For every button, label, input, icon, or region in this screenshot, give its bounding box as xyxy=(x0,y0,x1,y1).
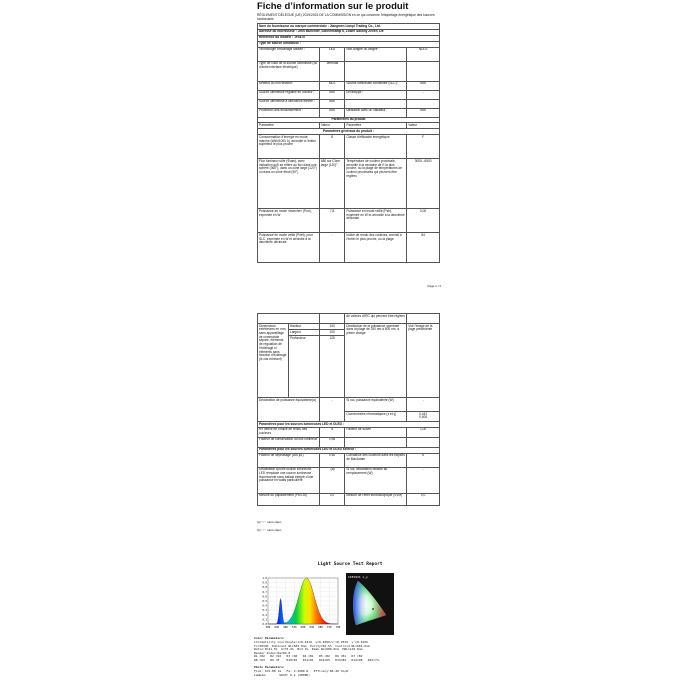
dim-depth-value: 125 xyxy=(319,336,344,398)
column-header: Valeur xyxy=(319,123,344,129)
table-row xyxy=(258,159,440,209)
cell: Si oui, puissance équivalente (W) xyxy=(345,398,407,412)
table-row xyxy=(258,427,440,437)
table-row xyxy=(258,398,440,412)
cell xyxy=(407,61,440,81)
cell: Puissance en mode veille (Pnet), pour SLC, exprimée en W et arrondie à la deuxième décimale xyxy=(258,233,320,263)
table-row xyxy=(258,108,440,117)
cell: LED xyxy=(319,47,344,61)
cell: 8 xyxy=(319,427,344,437)
cell xyxy=(407,412,440,422)
x-tick-labels xyxy=(266,625,341,629)
cell: 0,96 xyxy=(319,437,344,447)
cell: R9 valeur de l'indice de rendu des couleurs xyxy=(258,427,320,437)
y-tick-label: 0.8 xyxy=(262,586,267,590)
product-info-table xyxy=(257,23,440,263)
y-tick-label: 0.2 xyxy=(262,613,267,617)
cell: 0,60 xyxy=(319,453,344,467)
dimensions-label: Dimensions extérieures en mm, sans appareillage de commande séparé, éléments de régulation de l'éclairage ni éléments sans fonction d'éclairage (le cas échéant) xyxy=(258,324,289,398)
cell: 3000...6500 xyxy=(407,159,440,209)
x-tick-label: 480 xyxy=(283,626,288,629)
section-mains-params: Paramètres pour les sources lumineuses LED et OLED secteur : xyxy=(258,447,440,453)
cell: Terminal xyxy=(319,61,344,81)
cell: F xyxy=(407,135,440,159)
spectral-value: Voir l'image de la page précédente xyxy=(407,324,440,398)
cell: Technologie d'éclairage utilisée : xyxy=(258,47,320,61)
cell: Consommation d'énergie en mode marche (kWh/1000 h), arrondie à l'entier supérieur le plus proche xyxy=(258,135,320,159)
cell: - xyxy=(319,398,344,422)
dim-depth-label: Profondeur xyxy=(288,336,319,398)
x-tick-label: 630 xyxy=(309,626,315,629)
cell: Puissance en mode veille (Psb), exprimée en W et arrondie à la deuxième décimale xyxy=(345,209,407,233)
color-line: Tc=3033K Dominant WL=583.0nm Purity=56.5% Centroid WL=601.0nm xyxy=(254,643,370,648)
y-tick-label: 0.0 xyxy=(262,623,267,626)
cell: Utilisation avec un variateur : xyxy=(345,108,407,117)
column-header: Paramètre xyxy=(258,123,320,129)
table-row xyxy=(258,61,440,81)
table-row xyxy=(258,314,440,324)
supplier-address-value: Jens Muechler, Sonnenkamp 6, Lower Saxony Zeven, DE xyxy=(297,29,384,34)
cell xyxy=(319,314,344,324)
table-row xyxy=(258,209,440,233)
page-number: Page 1 / 2 xyxy=(427,284,441,288)
model-ref-label: Référence du modèle : xyxy=(259,35,294,40)
cell: Puissance en mode «marche» (Pon), exprimée en W xyxy=(258,209,320,233)
y-tick-labels xyxy=(262,576,267,626)
photo-line: Lambda: SDCM: 6.1 (4000K) xyxy=(254,672,310,677)
cell: Non xyxy=(319,108,344,117)
cell xyxy=(407,437,440,447)
column-header: Paramètre xyxy=(345,123,407,129)
cell: 84 xyxy=(407,233,440,263)
product-params-table-cont xyxy=(257,313,440,506)
table-row xyxy=(258,467,440,493)
cell xyxy=(345,61,407,81)
cell xyxy=(345,99,407,108)
table-row xyxy=(258,135,440,159)
cell xyxy=(345,437,407,447)
cell: Source lumineuse réglable en couleur : xyxy=(258,90,320,99)
cell: Flux lumineux utile (Φuse), avec indication qu'il se réfère au flux dans une sphère (360°), dans un cône large (120°) ou dans un cône étroit (90°) xyxy=(258,159,320,209)
cell: Si oui, déclaration relative au remplacement (W) xyxy=(345,467,407,493)
x-tick-label: 530 xyxy=(291,626,297,629)
report-title: Light Source Test Report xyxy=(317,562,383,567)
cell: 0,0 xyxy=(407,493,440,505)
cell: Température de couleur proximale, arrondie à la centaine de K la plus proche, ou la plage de températures de couleur proximales qui peuvent être réglées xyxy=(345,159,407,209)
y-tick-label: 0.9 xyxy=(262,581,267,585)
cell: Non xyxy=(319,99,344,108)
cell: Enveloppe : xyxy=(345,90,407,99)
cell: - xyxy=(407,90,440,99)
model-ref-value: JF5470 xyxy=(294,35,305,40)
photo-params-heading: Photo Parameters: xyxy=(254,665,285,669)
table-row xyxy=(258,493,440,505)
y-tick-label: 0.1 xyxy=(262,618,267,622)
photo-line: Flux: 676.88 lm Fe: 2.2980 W Efficacy:86.40 lm/W xyxy=(254,669,348,673)
cell: Indice de rendu des couleurs, arrondi à l'entier le plus proche, ou la plage xyxy=(345,233,407,263)
table-row xyxy=(258,233,440,263)
page-title: Fiche d’information sur le produit xyxy=(257,1,409,12)
footnote-b: (b) "-" : sans objet; xyxy=(257,528,282,532)
chroma-y: 0,406 xyxy=(419,415,428,420)
color-line: R8 =63 R9 =8 R10=81 R11=81 R12=65 R13=82 R14=98 R15=74 xyxy=(254,658,379,662)
cell xyxy=(407,314,440,324)
y-tick-label: 1.0 xyxy=(262,577,267,580)
cell: Secteur ou non secteur: xyxy=(258,81,320,90)
cell: 680 sur Cône large (120)° xyxy=(319,159,344,209)
table-row xyxy=(258,324,440,330)
cell: - xyxy=(407,467,440,493)
cell: Protection anti-éblouissement : xyxy=(258,108,320,117)
x-tick-label: 680 xyxy=(318,626,323,629)
cell: Facteur de conservation du flux lumineux xyxy=(258,437,320,447)
cell: Non xyxy=(319,90,344,99)
footnote-a: (a) "-" : sans objet; xyxy=(257,520,282,524)
y-tick-label: 0.3 xyxy=(262,609,267,613)
cell: - xyxy=(407,398,440,412)
table-row xyxy=(258,81,440,90)
color-line: Ratio:R=21.5% G=75.4% B=3.1% Peak WL=600.0nm HWL=116.0nm xyxy=(254,647,363,652)
cell: MLS xyxy=(319,81,344,90)
dim-width-label: Largeur xyxy=(288,330,319,336)
cell: 1,00 xyxy=(407,427,440,437)
cell: Coordonnées chromatiques (x et y) xyxy=(345,412,407,422)
cell: Classe d'efficacité énergétique xyxy=(345,135,407,159)
cell: de valeurs d'IRC qui peuvent être réglées xyxy=(345,314,407,324)
spectrum-chart xyxy=(256,574,342,634)
cie-chromaticity-diagram xyxy=(346,573,394,635)
cell: Non xyxy=(407,108,440,117)
cell: 8 xyxy=(319,135,344,159)
dim-height-label: Hauteur xyxy=(288,324,319,330)
table-row xyxy=(258,47,440,61)
dim-width-value: 100 xyxy=(319,330,344,336)
supplier-name-value: Jiangmen Lianpi Trading Co., Ltd. xyxy=(329,23,381,28)
section-product-params: Paramètres du produit xyxy=(258,117,440,123)
supplier-address-label: Adresse du fournisseur : xyxy=(259,29,297,34)
dim-height-value: 100 xyxy=(319,324,344,330)
cell: - xyxy=(319,233,344,263)
cell: 0,00 xyxy=(407,209,440,233)
supplier-name-label: Nom du fournisseur ou marque commerciale : xyxy=(259,23,329,28)
table-row xyxy=(258,437,440,447)
color-params-heading: Color Parameters: xyxy=(254,636,285,640)
x-tick-label: 430 xyxy=(274,626,280,629)
cell: Type de culot de la source lumineuse (ou d'autre interface électrique) xyxy=(258,61,320,81)
cell xyxy=(258,314,320,324)
cell: Constance des couleurs dans les ellipses de MacAdam xyxy=(345,453,407,467)
cell: NDLS xyxy=(407,47,440,61)
cell: Source lumineuse à luminance élevée : xyxy=(258,99,320,108)
light-source-test-report xyxy=(252,560,448,700)
cell: Déclaration de puissance équivalente(a) xyxy=(258,398,320,422)
x-tick-label: 780 xyxy=(335,626,341,629)
y-tick-label: 0.5 xyxy=(262,600,267,603)
cell: Mesure du papillotement (Pst LM) xyxy=(258,493,320,505)
color-line: R1 =82 R2 =92 R3 =96 R4 =81 R5 =82 R6 =81 R7 =82 xyxy=(254,654,363,659)
x-tick-label: 580 xyxy=(300,626,306,629)
chroma-x: 0,442 xyxy=(419,411,428,416)
cell xyxy=(407,99,440,108)
cell: Facteur de déphasage (cos φ1) xyxy=(258,453,320,467)
cell: 7,8 xyxy=(319,209,344,233)
spectral-label: Distribution de la puissance spectrale dans la plage de 250 nm à 800 nm, à pleine charge xyxy=(345,324,407,398)
cell: Non xyxy=(407,81,440,90)
regulation-subtitle: RÈGLEMENT DÉLÉGUÉ (UE) 2019/2015 DE LA COMMISSION en ce qui concerne l'étiquetage énergétique des sources lumineuses xyxy=(257,13,435,21)
section-led-params: Paramètres pour les sources lumineuses LED et OLED : xyxy=(258,422,440,428)
cell: 0,0 xyxy=(319,493,344,505)
datasheet-page-2 xyxy=(255,313,443,543)
cell: Source lumineuse connectée (SLC) : xyxy=(345,81,407,90)
x-tick-label: 380 xyxy=(265,626,271,629)
cell: 6 xyxy=(407,453,440,467)
datasheet-page-1 xyxy=(255,0,443,292)
cie-overlay xyxy=(353,581,386,625)
light-source-type-label: Type de source lumineuse : xyxy=(258,41,440,47)
table-row xyxy=(258,99,440,108)
y-tick-label: 0.6 xyxy=(262,595,267,599)
cell: Facteur de survie xyxy=(345,427,407,437)
y-tick-label: 0.4 xyxy=(262,604,267,608)
table-row xyxy=(258,90,440,99)
chromaticity-point xyxy=(372,608,374,610)
color-line: Render Index:Ra=84.0 xyxy=(254,650,291,655)
cell: Non-dirigée ou dirigée : xyxy=(345,47,407,61)
cie-label: CIE1931 x,y xyxy=(348,575,368,579)
column-header: Valeur xyxy=(407,123,440,129)
table-row xyxy=(258,453,440,467)
cell: Déclaration qu'une source lumineuse LED remplace une source lumineuse fluorescente sans ballast intégré d'une puissance en watts particulière xyxy=(258,467,320,493)
color-line: Chromaticity Coordinate:x=0.4419 y=0.4059/u'=0.2539 v'=0.5226 xyxy=(254,640,368,644)
x-tick-label: 730 xyxy=(326,626,332,629)
cell: -(a) xyxy=(319,467,344,493)
section-general-params: Paramètres généraux du produit : xyxy=(258,129,440,135)
cell: Mesure de l'effet stroboscopique (SVM) xyxy=(345,493,407,505)
y-tick-label: 0.7 xyxy=(262,590,267,594)
